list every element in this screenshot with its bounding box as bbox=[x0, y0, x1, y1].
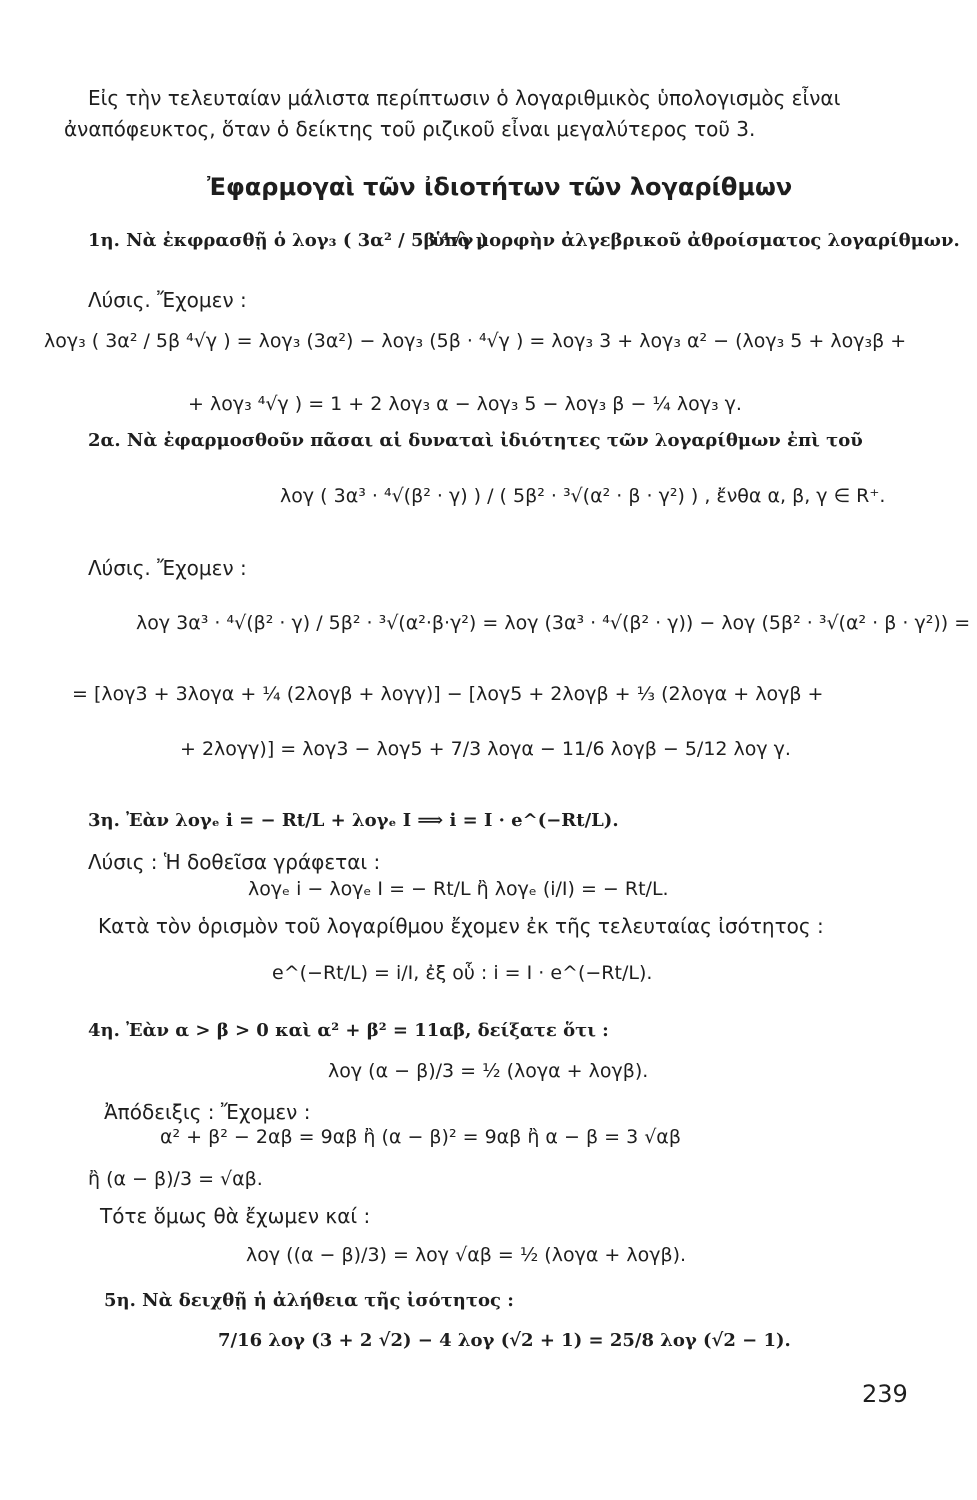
ex5-equation: 7/16 λογ (3 + 2 √2) − 4 λογ (√2 + 1) = 25/8 λογ (√2 − 1). bbox=[218, 1330, 791, 1351]
ex1-equation-line-1: λογ₃ ( 3α² / 5β ⁴√γ ) = λογ₃ (3α²) − λογ₃ (5β · ⁴√γ ) = λογ₃ 3 + λογ₃ α² − (λογ₃ 5 + λογ₃β + bbox=[44, 330, 907, 352]
ex1-solution-label: Λύσις. Ἔχομεν : bbox=[88, 288, 247, 312]
ex3-equation-2: e^(−Rt/L) = i/I, ἐξ οὗ : i = I · e^(−Rt/L). bbox=[272, 962, 653, 984]
ex4-claim: λογ (α − β)/3 = ½ (λογα + λογβ). bbox=[328, 1060, 649, 1082]
ex2-solution-label: Λύσις. Ἔχομεν : bbox=[88, 556, 247, 580]
section-title: Ἐφαρμογαὶ τῶν ἰδιοτήτων τῶν λογαρίθμων bbox=[207, 173, 793, 201]
intro-line-2: ἀναπόφευκτος, ὅταν ὁ δείκτης τοῦ ριζικοῦ εἶναι μεγαλύτερος τοῦ 3. bbox=[64, 117, 756, 141]
page-number: 239 bbox=[862, 1380, 908, 1408]
ex1-statement-a: 1η. Νὰ ἐκφρασθῇ ὁ λογ₃ ( 3α² / 5β ⁴√γ ) bbox=[88, 230, 489, 251]
ex2-expression: λογ ( 3α³ · ⁴√(β² · γ) ) / ( 5β² · ³√(α² · β · γ²) ) , ἔνθα α, β, γ ∈ R⁺. bbox=[280, 485, 886, 507]
intro-line-1: Εἰς τὴν τελευταίαν μάλιστα περίπτωσιν ὁ λογαριθμικὸς ὑπολογισμὸς εἶναι bbox=[88, 86, 841, 110]
ex4-statement: 4η. Ἐὰν α > β > 0 καὶ α² + β² = 11αβ, δείξατε ὅτι : bbox=[88, 1020, 609, 1041]
ex3-solution-label: Λύσις : Ἡ δοθεῖσα γράφεται : bbox=[88, 850, 381, 874]
ex3-statement: 3η. Ἐὰν λογₑ i = − Rt/L + λογₑ I ⟹ i = I · e^(−Rt/L). bbox=[88, 810, 619, 831]
bleed-through-text bbox=[40, 150, 46, 172]
ex4-proof-label: Ἀπόδειξις : Ἔχομεν : bbox=[104, 1100, 311, 1124]
ex2-statement: 2α. Νὰ ἐφαρμοσθοῦν πᾶσαι αἱ δυναταὶ ἰδιότητες τῶν λογαρίθμων ἐπὶ τοῦ bbox=[88, 430, 863, 451]
ex4-equation-2: ἢ (α − β)/3 = √αβ. bbox=[88, 1168, 263, 1190]
ex1-equation-line-2: + λογ₃ ⁴√γ ) = 1 + 2 λογ₃ α − λογ₃ 5 − λογ₃ β − ¼ λογ₃ γ. bbox=[188, 393, 742, 415]
ex4-equation-1: α² + β² − 2αβ = 9αβ ἢ (α − β)² = 9αβ ἢ α − β = 3 √αβ bbox=[160, 1126, 681, 1148]
ex4-equation-3: λογ ((α − β)/3) = λογ √αβ = ½ (λογα + λογβ). bbox=[246, 1244, 687, 1266]
ex5-statement: 5η. Νὰ δειχθῇ ἡ ἀλήθεια τῆς ἰσότητος : bbox=[104, 1290, 514, 1311]
ex3-definition-text: Κατὰ τὸν ὁρισμὸν τοῦ λογαρίθμου ἔχομεν ἐκ τῆς τελευταίας ἰσότητος : bbox=[98, 914, 824, 938]
ex1-statement-b: ὑπὸ μορφὴν ἀλγεβρικοῦ ἀθροίσματος λογαρίθμων. bbox=[432, 230, 960, 251]
ex2-equation-line-1: λογ 3α³ · ⁴√(β² · γ) / 5β² · ³√(α²·β·γ²) = λογ (3α³ · ⁴√(β² · γ)) − λογ (5β² · ³√(α² · β · γ²)) = bbox=[136, 612, 971, 634]
ex4-then-text: Τότε ὅμως θὰ ἔχωμεν καί : bbox=[100, 1204, 371, 1228]
ex2-equation-line-3: + 2λογγ)] = λογ3 − λογ5 + 7/3 λογα − 11/6 λογβ − 5/12 λογ γ. bbox=[180, 738, 791, 760]
ex2-equation-line-2: = [λογ3 + 3λογα + ¼ (2λογβ + λογγ)] − [λογ5 + 2λογβ + ⅓ (2λογα + λογβ + bbox=[72, 683, 824, 705]
ex3-equation-1: λογₑ i − λογₑ I = − Rt/L ἢ λογₑ (i/I) = − Rt/L. bbox=[248, 878, 669, 900]
